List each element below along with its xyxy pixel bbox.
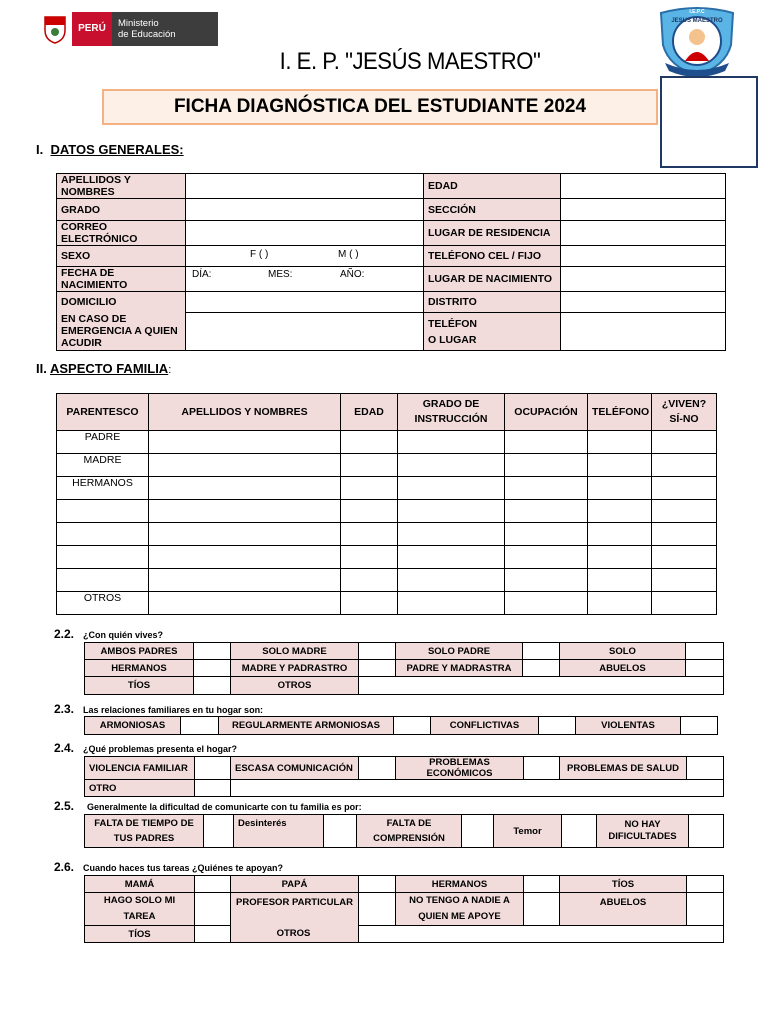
ministry-label	[112, 12, 218, 46]
header-grado: GRADO DE INSTRUCCIÓN	[398, 394, 505, 431]
label-seccion: SECCIÓN	[424, 199, 561, 221]
q23-number: 2.3.	[54, 702, 75, 716]
cell[interactable]	[341, 546, 398, 569]
cell[interactable]	[588, 431, 652, 454]
cell[interactable]	[341, 569, 398, 592]
option-violencia: VIOLENCIA FAMILIAR	[85, 757, 195, 780]
table-row	[57, 523, 717, 546]
lugar-nac-field[interactable]	[561, 267, 726, 292]
logo-text-top: I.E.P.C	[689, 9, 705, 15]
row-parentesco[interactable]	[57, 523, 149, 546]
q22-question: ¿Con quién vives?	[83, 630, 164, 640]
cell[interactable]	[341, 431, 398, 454]
section2-number: II.	[36, 361, 47, 376]
option-otro: OTRO	[85, 780, 195, 797]
school-name: I. E. P. "JESÚS MAESTRO"	[279, 48, 541, 75]
header-viven: ¿VIVEN? SÍ-NO	[652, 394, 717, 431]
option-profesor: PROFESOR PARTICULAR	[231, 893, 359, 943]
checkbox-falta-tiempo[interactable]	[204, 815, 234, 848]
checkbox-profesor[interactable]	[359, 893, 396, 926]
checkbox-regularmente[interactable]	[394, 717, 431, 735]
cell[interactable]	[588, 477, 652, 500]
cell[interactable]	[588, 500, 652, 523]
section1-heading	[36, 142, 184, 157]
emergencia-field[interactable]	[186, 313, 424, 351]
option-hermanos: HERMANOS	[85, 660, 194, 677]
row-parentesco-hermanos: HERMANOS	[57, 477, 149, 500]
photo-box[interactable]	[660, 76, 758, 168]
label-apellidos: APELLIDOS Y NOMBRES	[57, 174, 186, 199]
q23-table	[84, 716, 718, 735]
table-row	[57, 431, 717, 454]
cell[interactable]	[149, 546, 341, 569]
option-otros-2: OTROS	[231, 926, 356, 941]
cell[interactable]	[398, 454, 505, 477]
cell[interactable]	[588, 546, 652, 569]
cell[interactable]	[652, 500, 717, 523]
distrito-field[interactable]	[561, 292, 726, 313]
checkbox-solo-padre[interactable]	[523, 643, 560, 660]
q23-question: Las relaciones familiares en tu hogar son:	[83, 705, 264, 715]
q22-table	[84, 642, 724, 695]
cell[interactable]	[149, 569, 341, 592]
checkbox-tios[interactable]	[194, 677, 231, 695]
q26-number: 2.6.	[54, 860, 75, 874]
table-row	[57, 592, 717, 615]
row-parentesco-padre: PADRE	[57, 431, 149, 454]
ministry-logo	[42, 12, 218, 46]
option-escasa-comunicacion: ESCASA COMUNICACIÓN	[231, 757, 359, 780]
checkbox-madre-padrastro[interactable]	[359, 660, 396, 677]
label-domicilio: DOMICILIO	[57, 292, 186, 313]
row-parentesco[interactable]	[57, 569, 149, 592]
form-title	[102, 89, 658, 125]
cell[interactable]	[505, 523, 588, 546]
q22-number: 2.2.	[54, 627, 75, 641]
label-telefono: TELÉFONO CEL / FIJO	[424, 246, 561, 267]
option-violentas: VIOLENTAS	[576, 717, 681, 735]
cell[interactable]	[398, 546, 505, 569]
cell[interactable]	[398, 592, 505, 615]
label-distrito: DISTRITO	[424, 292, 561, 313]
q24-number: 2.4.	[54, 741, 75, 755]
sexo-field[interactable]	[186, 246, 424, 267]
cell[interactable]	[341, 454, 398, 477]
checkbox-solo-madre[interactable]	[359, 643, 396, 660]
option-padre-madrastra: PADRE Y MADRASTRA	[396, 660, 523, 677]
fecha-dia: DÍA:	[192, 269, 212, 280]
cell[interactable]	[652, 431, 717, 454]
cell[interactable]	[398, 569, 505, 592]
label-grado: GRADO	[57, 199, 186, 221]
residencia-field[interactable]	[561, 221, 726, 246]
option-solo-padre: SOLO PADRE	[396, 643, 523, 660]
option-salud: PROBLEMAS DE SALUD	[560, 757, 687, 780]
cell[interactable]	[652, 592, 717, 615]
checkbox-hermanos[interactable]	[524, 876, 560, 893]
table-row	[57, 569, 717, 592]
cell[interactable]	[149, 454, 341, 477]
checkbox-ambos-padres[interactable]	[194, 643, 231, 660]
q24-question: ¿Qué problemas presenta el hogar?	[83, 744, 238, 754]
seccion-field[interactable]	[561, 199, 726, 221]
label-telefon: TELÉFON	[428, 317, 477, 330]
checkbox-padre-madrastra[interactable]	[523, 660, 560, 677]
cell[interactable]	[505, 500, 588, 523]
option-papa: PAPÁ	[231, 876, 359, 893]
fecha-mes: MES:	[268, 269, 293, 280]
domicilio-field[interactable]	[186, 292, 424, 313]
checkbox-tios[interactable]	[687, 876, 724, 893]
table-row	[57, 477, 717, 500]
header-parentesco: PARENTESCO	[57, 394, 149, 431]
table-row	[57, 546, 717, 569]
checkbox-escasa-comunicacion[interactable]	[359, 757, 396, 780]
cell[interactable]	[149, 477, 341, 500]
checkbox-otro[interactable]	[195, 780, 231, 797]
cell[interactable]	[149, 592, 341, 615]
label-o-lugar: O LUGAR	[428, 333, 477, 346]
otros-field[interactable]	[359, 677, 724, 695]
option-tios: TÍOS	[85, 677, 194, 695]
section2-title: ASPECTO FAMILIA	[49, 361, 169, 376]
checkbox-economicos[interactable]	[524, 757, 560, 780]
option-tios-2: TÍOS	[85, 926, 195, 943]
cell[interactable]	[588, 569, 652, 592]
otro-field[interactable]	[231, 780, 724, 797]
logo-text: JESUS MAESTRO	[671, 18, 723, 24]
q26-question: Cuando haces tus tareas ¿Quiénes te apoyan?	[83, 863, 284, 873]
row-parentesco[interactable]	[57, 546, 149, 569]
section1-number: I.	[36, 142, 44, 157]
option-abuelos: ABUELOS	[560, 660, 686, 677]
option-regularmente: REGULARMENTE ARMONIOSAS	[219, 717, 394, 735]
option-conflictivas: CONFLICTIVAS	[431, 717, 539, 735]
cell[interactable]	[505, 592, 588, 615]
option-ambos-padres: AMBOS PADRES	[85, 643, 194, 660]
cell[interactable]	[505, 454, 588, 477]
cell[interactable]	[505, 431, 588, 454]
header-telefono: TELÉFONO	[588, 394, 652, 431]
table-row	[57, 500, 717, 523]
label-lugar-nac: LUGAR DE NACIMIENTO	[424, 267, 561, 292]
option-madre-padrastro: MADRE Y PADRASTRO	[231, 660, 359, 677]
datos-generales-table	[56, 173, 726, 351]
option-no-hay: NO HAY DIFICULTADES	[597, 815, 689, 848]
checkbox-tios-2[interactable]	[195, 926, 231, 943]
checkbox-falta-comprension[interactable]	[462, 815, 494, 848]
fecha-anio: AÑO:	[340, 269, 365, 280]
row-parentesco-otros: OTROS	[57, 592, 149, 615]
cell[interactable]	[505, 477, 588, 500]
checkbox-temor[interactable]	[562, 815, 597, 848]
cell[interactable]	[341, 592, 398, 615]
cell[interactable]	[341, 477, 398, 500]
option-hermanos: HERMANOS	[396, 876, 524, 893]
q25-number: 2.5.	[54, 799, 75, 813]
label-fecha-nac: FECHA DE NACIMIENTO	[57, 267, 186, 292]
checkbox-salud[interactable]	[687, 757, 724, 780]
row-parentesco[interactable]	[57, 500, 149, 523]
option-falta-tiempo: FALTA DE TIEMPO DE TUS PADRES	[85, 815, 204, 848]
checkbox-hago-solo[interactable]	[195, 893, 231, 926]
option-desinteres: Desinterés	[234, 815, 324, 848]
option-otros: OTROS	[231, 677, 359, 695]
option-solo-madre: SOLO MADRE	[231, 643, 359, 660]
telefono-lugar-field[interactable]	[561, 313, 726, 351]
row-parentesco-madre: MADRE	[57, 454, 149, 477]
school-logo	[655, 5, 739, 77]
q26-table	[84, 875, 724, 943]
checkbox-desinteres[interactable]	[324, 815, 357, 848]
checkbox-abuelos[interactable]	[687, 893, 724, 926]
peru-label: PERÚ	[72, 12, 112, 46]
section1-title: DATOS GENERALES:	[50, 142, 184, 157]
cell[interactable]	[588, 523, 652, 546]
checkbox-violentas[interactable]	[681, 717, 718, 735]
family-table	[56, 393, 717, 615]
label-sexo: SEXO	[57, 246, 186, 267]
label-edad: EDAD	[424, 174, 561, 199]
cell[interactable]	[398, 431, 505, 454]
form-title-text: FICHA DIAGNÓSTICA DEL ESTUDIANTE 2024	[173, 96, 587, 117]
cell[interactable]	[341, 500, 398, 523]
cell[interactable]	[398, 523, 505, 546]
header-edad: EDAD	[341, 394, 398, 431]
q25-question: Generalmente la dificultad de comunicarte con tu familia es por:	[87, 802, 362, 812]
otros-field-2[interactable]	[359, 926, 724, 943]
apellidos-field[interactable]	[186, 174, 424, 199]
section2-colon: :	[168, 364, 172, 376]
header-apellidos: APELLIDOS Y NOMBRES	[149, 394, 341, 431]
label-correo: CORREO ELECTRÓNICO	[57, 221, 186, 246]
fecha-nac-field[interactable]	[186, 267, 424, 292]
option-solo: SOLO	[560, 643, 686, 660]
peru-shield-icon	[42, 14, 68, 44]
checkbox-mama[interactable]	[195, 876, 231, 893]
cell[interactable]	[398, 500, 505, 523]
cell[interactable]	[652, 454, 717, 477]
cell[interactable]	[588, 592, 652, 615]
ministry-line-2: de Educación	[118, 29, 176, 40]
label-telefono-lugar	[424, 313, 561, 351]
sexo-m[interactable]: M ( )	[338, 249, 359, 260]
cell[interactable]	[588, 454, 652, 477]
cell[interactable]	[341, 523, 398, 546]
option-falta-comprension: FALTA DE COMPRENSIÓN	[357, 815, 462, 848]
option-mama: MAMÁ	[85, 876, 195, 893]
option-nadie: NO TENGO A NADIE A QUIEN ME APOYE	[396, 893, 524, 926]
checkbox-no-hay[interactable]	[689, 815, 724, 848]
cell[interactable]	[652, 546, 717, 569]
cell[interactable]	[398, 477, 505, 500]
checkbox-abuelos[interactable]	[686, 660, 724, 677]
option-hago-solo: HAGO SOLO MI TAREA	[85, 893, 195, 926]
checkbox-nadie[interactable]	[524, 893, 560, 926]
label-emergencia: EN CASO DE EMERGENCIA A QUIEN ACUDIR	[57, 313, 186, 351]
option-temor: Temor	[494, 815, 562, 848]
cell[interactable]	[652, 523, 717, 546]
ministry-line-1: Ministerio	[118, 18, 159, 29]
grado-field[interactable]	[186, 199, 424, 221]
label-residencia: LUGAR DE RESIDENCIA	[424, 221, 561, 246]
checkbox-hermanos[interactable]	[194, 660, 231, 677]
cell[interactable]	[652, 569, 717, 592]
checkbox-papa[interactable]	[359, 876, 396, 893]
checkbox-solo[interactable]	[686, 643, 724, 660]
cell[interactable]	[505, 546, 588, 569]
header-ocupacion: OCUPACIÓN	[505, 394, 588, 431]
option-abuelos: ABUELOS	[560, 893, 687, 926]
edad-field[interactable]	[561, 174, 726, 199]
cell[interactable]	[149, 500, 341, 523]
q25-table	[84, 814, 724, 848]
option-tios: TÍOS	[560, 876, 687, 893]
cell[interactable]	[505, 569, 588, 592]
telefono-field[interactable]	[561, 246, 726, 267]
option-armoniosas: ARMONIOSAS	[85, 717, 181, 735]
cell[interactable]	[149, 523, 341, 546]
correo-field[interactable]	[186, 221, 424, 246]
checkbox-conflictivas[interactable]	[539, 717, 576, 735]
checkbox-violencia[interactable]	[195, 757, 231, 780]
option-economicos: PROBLEMAS ECONÓMICOS	[396, 757, 524, 780]
table-row	[57, 454, 717, 477]
cell[interactable]	[652, 477, 717, 500]
checkbox-armoniosas[interactable]	[181, 717, 219, 735]
q24-table	[84, 756, 724, 797]
sexo-f[interactable]: F ( )	[250, 249, 269, 260]
cell[interactable]	[149, 431, 341, 454]
section2-heading	[36, 361, 171, 376]
